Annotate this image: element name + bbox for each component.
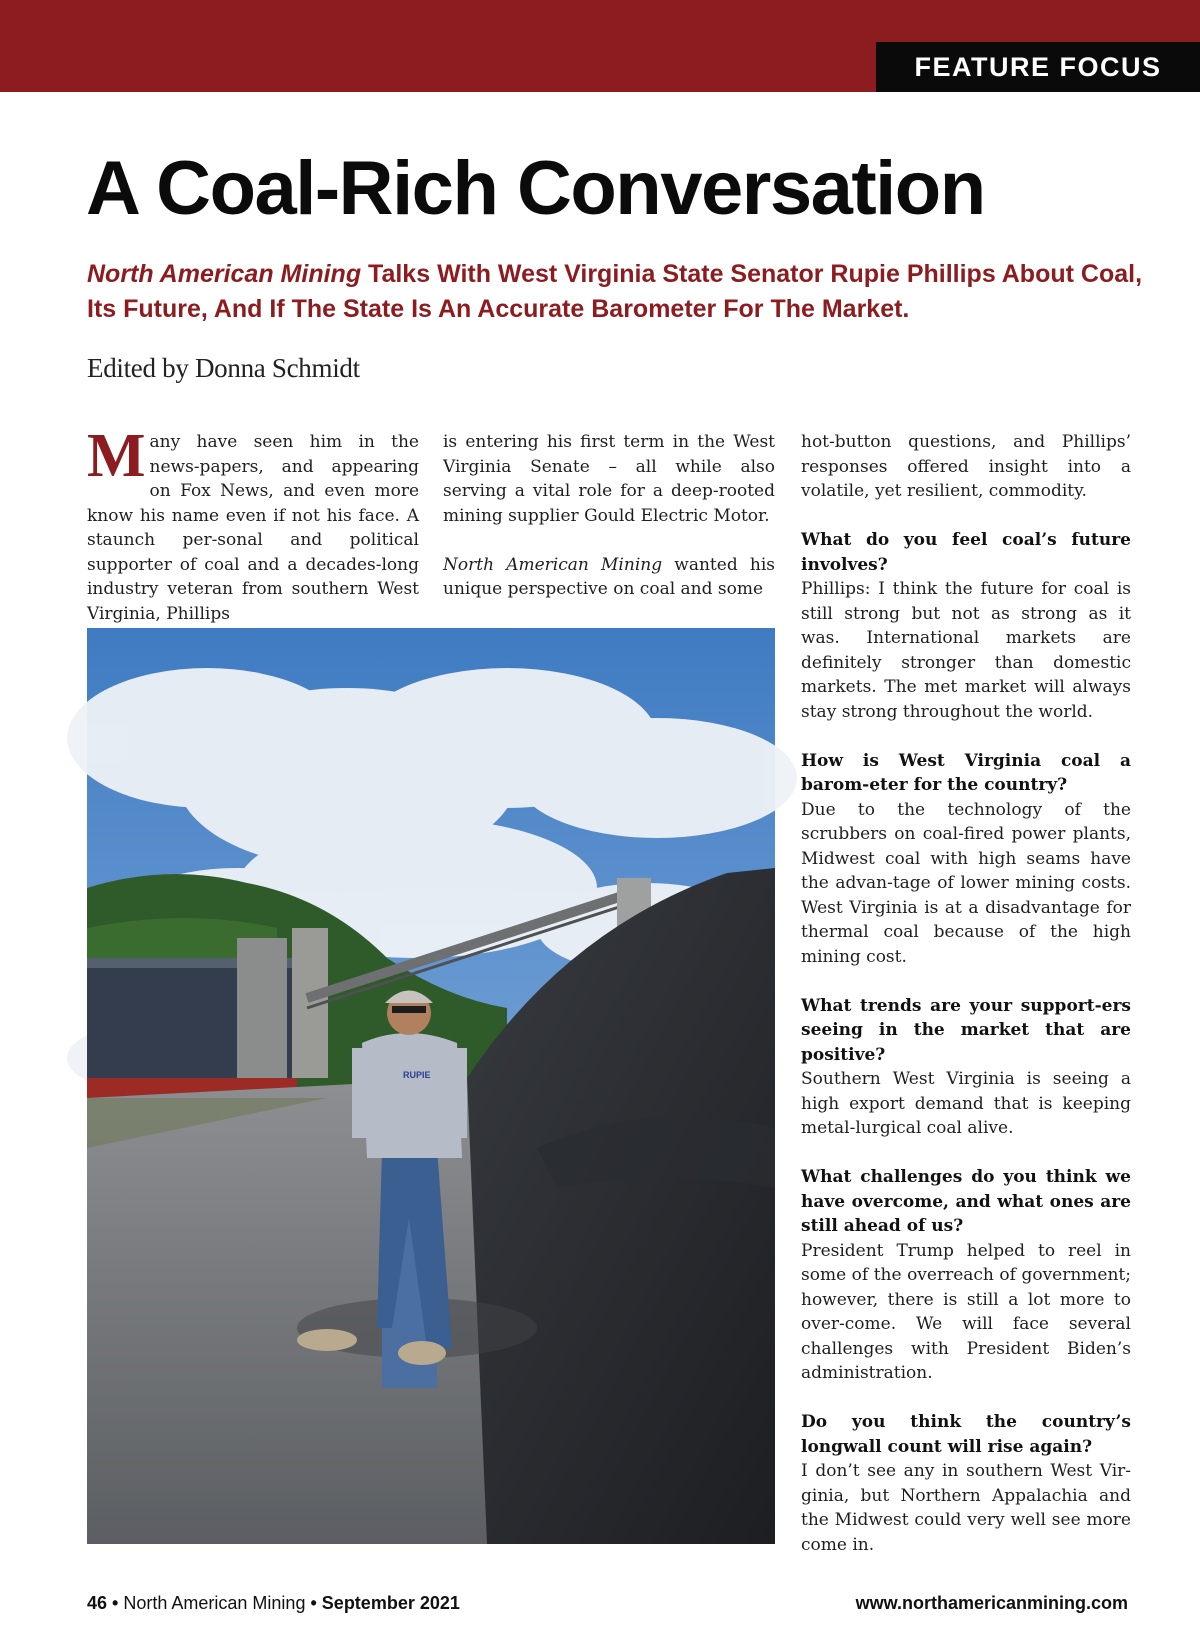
issue-date: September 2021 <box>321 1593 460 1613</box>
deck-publication: North American Mining <box>87 260 362 288</box>
qa-question: What challenges do you think we have overcome, and what ones are still ahead of us? <box>801 1167 1131 1236</box>
article-deck <box>87 257 1147 327</box>
intro-publication: North American Mining <box>443 554 663 575</box>
intro-text-3: hot-button questions, and Phillips’ responses offered insight into a volatile, yet resilient, commodity. <box>801 432 1131 501</box>
qa-answer: I don’t see any in southern West Vir-ginia, but Northern Appalachia and the Midwest could very well see more come in. <box>801 1461 1131 1555</box>
qa-item <box>801 528 1131 724</box>
page-number: 46 <box>87 1593 108 1613</box>
qa-question: What trends are your support-ers seeing in the market that are positive? <box>801 995 1131 1065</box>
byline: Edited by Donna Schmidt <box>87 353 360 383</box>
section-tag: FEATURE FOCUS <box>876 42 1200 92</box>
intro-column-2 <box>443 430 775 605</box>
qa-answer: Due to the technology of the scrubbers on coal-fired power plants, Midwest coal with high seams have the advan-tage of lower mining costs. West Virginia is at a disadvantage for thermal coal because of the high mining cost. <box>801 799 1131 967</box>
intro-text-1: any have seen him in the news-papers, and appearing on Fox News, and even more know his name even if not his face. A staunch per-sonal and political supporter of coal and a decades-long industry veteran from southern West Virginia, Phillips <box>87 432 419 624</box>
qa-question: Do you think the country’s longwall count will rise again? <box>801 1412 1131 1457</box>
qa-question: How is West Virginia coal a barom-eter for the country? <box>801 750 1131 795</box>
footer-bullet-2: • <box>310 1593 317 1613</box>
qa-item <box>801 749 1131 970</box>
qa-item <box>801 1410 1131 1557</box>
feature-photo <box>87 628 775 1544</box>
shirt-label: RUPIE <box>403 1070 431 1080</box>
intro-text-2b-body: wanted his unique perspective on coal and some <box>443 554 775 599</box>
intro-text-2: is entering his first term in the West Virginia Senate – all while also serving a vital role for a deep-rooted mining supplier Gould Electric Motor. <box>443 432 775 526</box>
intro-column-1 <box>87 422 419 624</box>
qa-answer: Southern West Virginia is seeing a high export demand that is keeping metal-lurgical coal alive. <box>801 1069 1131 1138</box>
drop-cap: M <box>87 422 146 490</box>
intro-text-2b <box>443 553 775 602</box>
article-title: A Coal-Rich Conversation <box>86 146 985 231</box>
qa-item <box>801 994 1131 1141</box>
photo-illustration <box>87 628 775 1544</box>
deck-text: Talks With West Virginia State Senator Rupie Phillips About Coal, Its Future, And If The State Is An Accurate Barometer For The Market. <box>87 260 1143 323</box>
qa-answer: President Trump helped to reel in some of the overreach of government; however, there is still a lot more to over-come. We will face several challenges with President Biden’s administration. <box>801 1240 1131 1383</box>
qa-column <box>801 430 1131 1555</box>
qa-answer: Phillips: I think the future for coal is still strong but not as strong as it was. International markets are definitely stronger than domestic markets. The met market will always stay strong throughout the world. <box>801 579 1131 722</box>
qa-item <box>801 1165 1131 1386</box>
website-link[interactable]: www.northamericanmining.com <box>855 1593 1128 1613</box>
qa-question: What do you feel coal’s future involves? <box>801 530 1131 575</box>
footer-left <box>87 1593 460 1614</box>
footer-publication: North American Mining <box>123 1593 306 1613</box>
footer-bullet: • <box>112 1593 119 1613</box>
